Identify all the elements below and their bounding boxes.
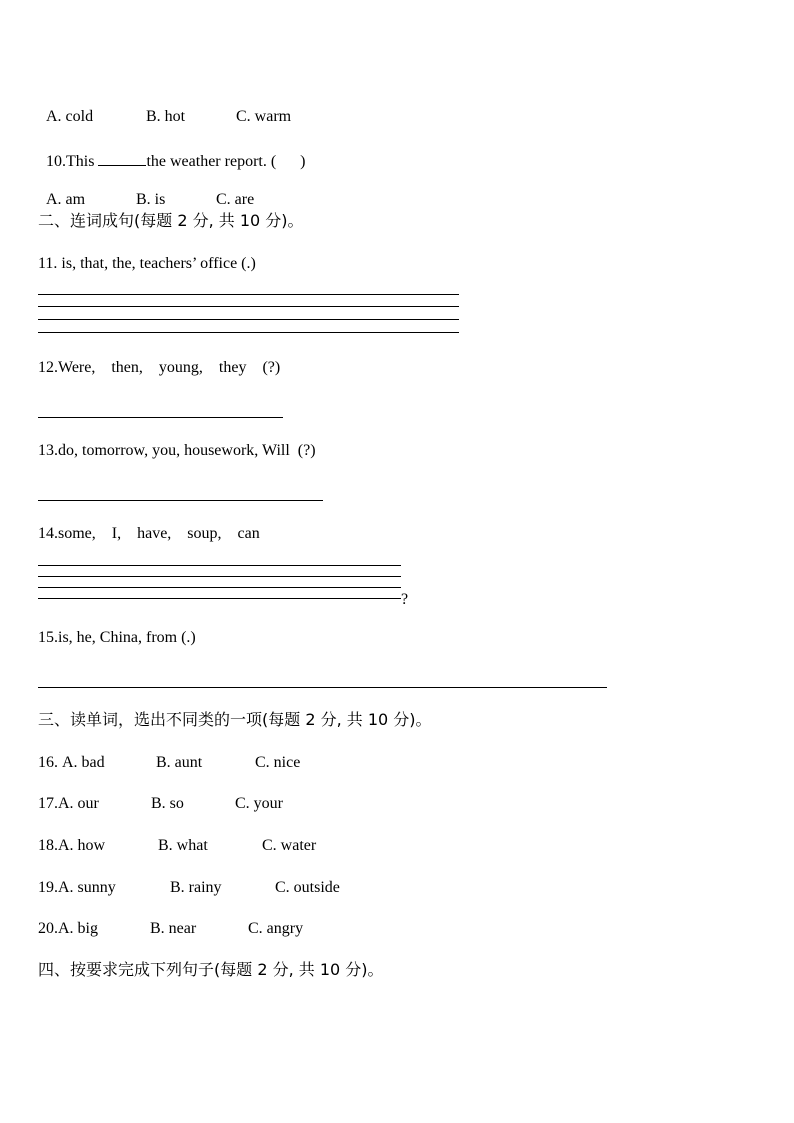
q14-prompt: 14.some, I, have, soup, can xyxy=(38,525,260,542)
q20-row xyxy=(38,919,303,939)
q16-option-b: B. aunt xyxy=(156,754,203,771)
q15-answer-line[interactable] xyxy=(38,687,607,688)
q16-number: 16. xyxy=(38,754,58,771)
q9-option-c: C. warm xyxy=(236,108,292,125)
q15-prompt: 15.is, he, China, from (.) xyxy=(38,629,196,646)
q10-options xyxy=(38,170,254,210)
q9-option-b: B. hot xyxy=(146,108,186,125)
q10-text-before: This xyxy=(66,153,95,170)
q19-option-b: B. rainy xyxy=(170,879,222,896)
q14-answer-line-4[interactable] xyxy=(38,598,401,599)
q11-answer-line-4[interactable] xyxy=(38,332,459,333)
q18-option-b: B. what xyxy=(158,837,208,854)
q16-row xyxy=(38,753,300,773)
q19-option-a: A. sunny xyxy=(58,879,116,896)
q11-answer-line-2[interactable] xyxy=(38,306,459,307)
q17-option-c: C. your xyxy=(235,795,283,812)
q14-answer-line-2[interactable] xyxy=(38,576,401,577)
q14-question-mark: ? xyxy=(401,591,409,608)
q9-options xyxy=(38,87,291,127)
q10-question xyxy=(38,129,306,172)
section2-heading: 二、连词成句(每题 2 分, 共 10 分)。 xyxy=(38,211,304,230)
q14-answer-line-1[interactable] xyxy=(38,565,401,566)
q14-answer-line-3[interactable] xyxy=(38,587,401,588)
q19-option-c: C. outside xyxy=(275,879,340,896)
q18-option-c: C. water xyxy=(262,837,317,854)
q13-prompt: 13.do, tomorrow, you, housework, Will (?) xyxy=(38,442,316,459)
q18-row xyxy=(38,836,316,856)
q10-option-c: C. are xyxy=(216,191,255,208)
q11-answer-line-1[interactable] xyxy=(38,294,459,295)
section4-heading: 四、按要求完成下列句子(每题 2 分, 共 10 分)。 xyxy=(38,960,384,979)
q20-number: 20. xyxy=(38,920,58,937)
q10-text-after: the weather report. ( xyxy=(146,153,277,170)
q20-option-c: C. angry xyxy=(248,920,304,937)
q18-number: 18. xyxy=(38,837,58,854)
q20-option-a: A. big xyxy=(58,920,98,937)
q10-answer-blank[interactable] xyxy=(98,149,146,166)
q10-option-b: B. is xyxy=(136,191,166,208)
q16-option-a: A. bad xyxy=(62,754,105,771)
q11-answer-line-3[interactable] xyxy=(38,319,459,320)
section3-heading: 三、读单词，选出不同类的一项(每题 2 分, 共 10 分)。 xyxy=(38,710,432,729)
q12-prompt: 12.Were, then, young, they (?) xyxy=(38,359,281,376)
q10-number: 10. xyxy=(46,153,66,170)
q10-option-a: A. am xyxy=(46,191,86,208)
q19-row xyxy=(38,878,340,898)
q16-option-c: C. nice xyxy=(255,754,301,771)
q12-answer-line[interactable] xyxy=(38,417,283,418)
q11-prompt: 11. is, that, the, teachers’ office (.) xyxy=(38,255,256,272)
q10-close-paren: ) xyxy=(300,153,306,170)
q9-option-a: A. cold xyxy=(46,108,94,125)
q13-answer-line[interactable] xyxy=(38,500,323,501)
q20-option-b: B. near xyxy=(150,920,197,937)
q17-number: 17. xyxy=(38,795,58,812)
q19-number: 19. xyxy=(38,879,58,896)
q17-row xyxy=(38,794,283,814)
q17-option-b: B. so xyxy=(151,795,184,812)
q18-option-a: A. how xyxy=(58,837,106,854)
q17-option-a: A. our xyxy=(58,795,99,812)
